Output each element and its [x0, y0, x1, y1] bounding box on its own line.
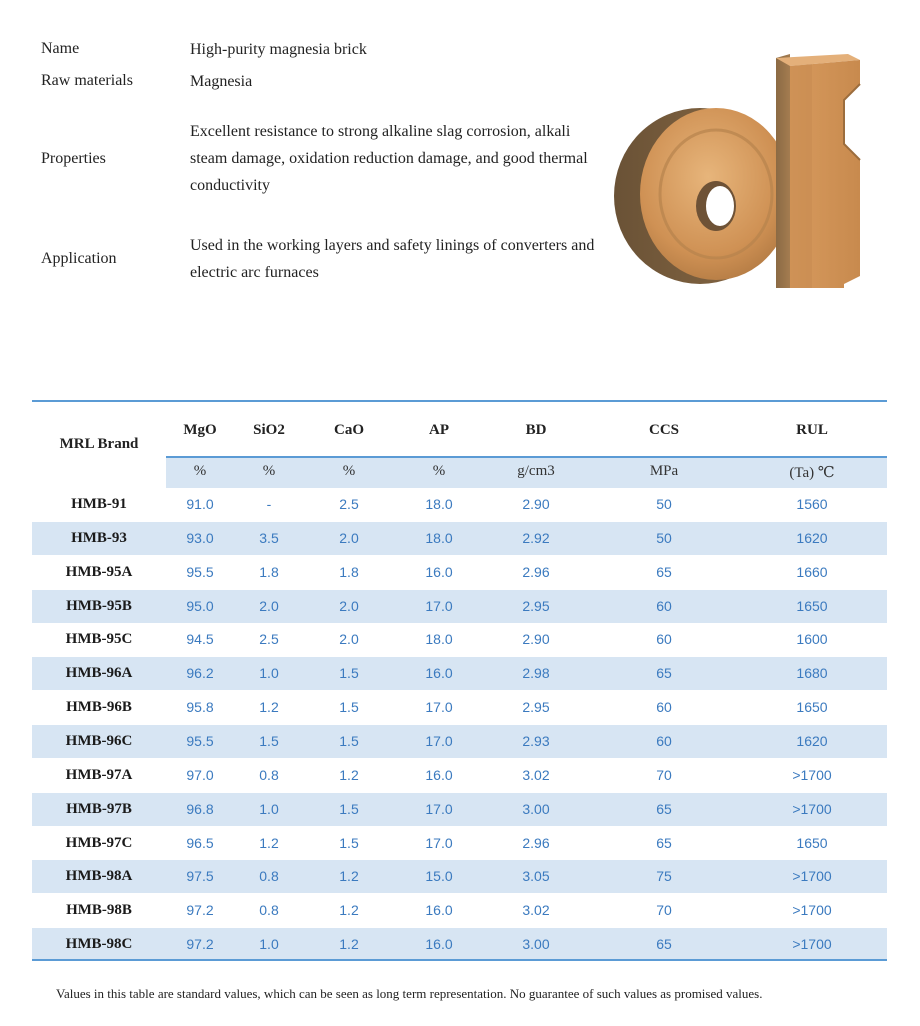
cell-bd: 3.05 — [522, 868, 550, 885]
cell-mgo: 96.2 — [186, 665, 214, 682]
cell-sio2: 1.0 — [259, 936, 279, 953]
cell-cao: 2.0 — [339, 631, 359, 648]
cell-ap: 15.0 — [425, 868, 453, 885]
cell-cao: 1.5 — [339, 800, 359, 817]
header-sio2: SiO2 — [253, 422, 285, 438]
unit-rul: (Ta) ℃ — [789, 465, 835, 481]
cell-brand: HMB-97B — [66, 800, 132, 817]
table-row — [32, 522, 887, 555]
cell-mgo: 94.5 — [186, 631, 214, 648]
table-row — [32, 928, 887, 961]
cell-brand: HMB-95C — [65, 631, 133, 648]
cell-ccs: 75 — [656, 868, 672, 885]
cell-rul: 1650 — [796, 699, 828, 716]
cell-sio2: 1.5 — [259, 732, 279, 749]
name-value: High-purity magnesia brick — [190, 41, 367, 58]
cell-rul: 1600 — [796, 631, 828, 648]
cell-ccs: 65 — [656, 834, 672, 851]
application-value: Used in the working layers and safety linings of converters and electric arc furnaces — [190, 237, 595, 281]
cell-rul: 1650 — [796, 834, 828, 851]
cell-bd: 2.90 — [522, 631, 550, 648]
cell-mgo: 96.5 — [186, 834, 214, 851]
cell-cao: 1.8 — [339, 563, 359, 580]
cell-brand: HMB-97A — [65, 766, 133, 783]
cell-ccs: 70 — [656, 766, 672, 783]
cell-bd: 3.00 — [522, 936, 550, 953]
cell-ccs: 70 — [656, 902, 672, 919]
cell-mgo: 95.5 — [186, 563, 214, 580]
cell-bd: 2.92 — [522, 529, 550, 546]
cell-ccs: 50 — [656, 529, 672, 546]
cell-sio2: - — [266, 496, 272, 512]
cell-ap: 17.0 — [425, 834, 453, 851]
cell-bd: 3.02 — [522, 766, 550, 783]
cell-brand: HMB-93 — [71, 529, 127, 546]
cell-rul: 1620 — [796, 529, 828, 546]
cell-mgo: 97.5 — [186, 868, 214, 885]
cell-ccs: 60 — [656, 732, 672, 749]
cell-ap: 18.0 — [425, 496, 453, 512]
header-mrl-brand: MRL Brand — [59, 436, 139, 452]
cell-brand: HMB-98B — [66, 902, 132, 919]
cell-sio2: 1.2 — [259, 699, 279, 716]
cell-rul: 1680 — [796, 665, 828, 682]
table-row — [32, 793, 887, 826]
cell-ccs: 65 — [656, 665, 672, 682]
ring-brick-shape — [614, 108, 792, 284]
table-row — [32, 657, 887, 690]
cell-mgo: 97.2 — [186, 936, 214, 953]
cell-sio2: 0.8 — [259, 766, 279, 783]
cell-bd: 2.96 — [522, 563, 550, 580]
cell-cao: 1.5 — [339, 732, 359, 749]
cell-bd: 2.93 — [522, 732, 550, 749]
header-ccs: CCS — [648, 422, 679, 438]
cell-ap: 16.0 — [425, 563, 453, 580]
table-top-rule — [32, 400, 887, 402]
cell-ap: 16.0 — [425, 936, 453, 953]
cell-sio2: 3.5 — [259, 529, 279, 546]
cell-rul: >1700 — [792, 800, 832, 817]
unit-bd: g/cm3 — [517, 463, 555, 479]
cell-cao: 1.2 — [339, 902, 359, 919]
cell-ap: 17.0 — [425, 597, 453, 614]
product-image — [608, 44, 870, 304]
cell-brand: HMB-95A — [65, 563, 133, 580]
table-row — [32, 556, 887, 589]
cell-brand: HMB-91 — [71, 496, 127, 512]
cell-cao: 2.5 — [339, 496, 359, 512]
cell-sio2: 0.8 — [259, 868, 279, 885]
cell-cao: 1.2 — [339, 868, 359, 885]
cell-rul: >1700 — [792, 902, 832, 919]
table-row — [32, 623, 887, 656]
cell-cao: 1.2 — [339, 936, 359, 953]
unit-ccs: MPa — [649, 463, 679, 479]
table-row — [32, 725, 887, 758]
unit-mgo: % — [193, 463, 207, 479]
cell-sio2: 2.5 — [259, 631, 279, 648]
cell-mgo: 91.0 — [186, 496, 214, 512]
cell-ap: 17.0 — [425, 699, 453, 716]
upright-brick-shape — [776, 54, 860, 288]
cell-rul: >1700 — [792, 936, 832, 953]
header-cao: CaO — [334, 422, 364, 438]
cell-bd: 2.98 — [522, 665, 550, 682]
header-bd: BD — [525, 422, 547, 438]
cell-ap: 16.0 — [425, 766, 453, 783]
cell-ap: 16.0 — [425, 665, 453, 682]
cell-cao: 1.5 — [339, 665, 359, 682]
unit-cao: % — [342, 463, 356, 479]
properties-label: Properties — [41, 150, 106, 167]
cell-bd: 2.95 — [522, 699, 550, 716]
cell-sio2: 1.0 — [259, 665, 279, 682]
cell-brand: HMB-96B — [66, 699, 132, 716]
table-bottom-rule — [32, 959, 887, 961]
table-row — [32, 860, 887, 893]
cell-brand: HMB-95B — [66, 597, 132, 614]
raw-materials-value: Magnesia — [190, 73, 253, 90]
cell-bd: 2.90 — [522, 496, 550, 512]
cell-mgo: 95.0 — [186, 597, 214, 614]
cell-ap: 18.0 — [425, 631, 453, 648]
properties-value: Excellent resistance to strong alkaline slag corrosion, alkali steam damage, oxidation reduction damage, and good thermal conductivity — [190, 123, 588, 194]
cell-mgo: 97.2 — [186, 902, 214, 919]
table-row — [32, 827, 887, 860]
cell-rul: 1650 — [796, 597, 828, 614]
cell-mgo: 95.5 — [186, 732, 214, 749]
cell-cao: 1.5 — [339, 699, 359, 716]
unit-ap: % — [432, 463, 446, 479]
application-label: Application — [41, 250, 117, 267]
cell-brand: HMB-96C — [65, 732, 133, 749]
cell-ap: 17.0 — [425, 800, 453, 817]
header-ap: AP — [429, 422, 449, 438]
cell-ap: 18.0 — [425, 529, 453, 546]
cell-rul: 1620 — [796, 732, 828, 749]
cell-cao: 2.0 — [339, 529, 359, 546]
cell-ccs: 65 — [656, 800, 672, 817]
footnote: Values in this table are standard values, which can be seen as long term representation. No guarantee of such values as promised values. — [56, 986, 763, 1001]
header-mgo: MgO — [183, 422, 217, 438]
cell-brand: HMB-97C — [65, 834, 133, 851]
cell-ap: 16.0 — [425, 902, 453, 919]
cell-bd: 3.00 — [522, 800, 550, 817]
table-row — [32, 759, 887, 792]
cell-brand: HMB-98C — [65, 936, 133, 953]
cell-bd: 2.95 — [522, 597, 550, 614]
unit-sio2: % — [262, 463, 276, 479]
cell-sio2: 2.0 — [259, 597, 279, 614]
cell-mgo: 93.0 — [186, 529, 214, 546]
cell-mgo: 97.0 — [186, 766, 214, 783]
table-row — [32, 691, 887, 724]
cell-brand: HMB-96A — [65, 665, 133, 682]
cell-brand: HMB-98A — [65, 868, 133, 885]
cell-cao: 1.5 — [339, 834, 359, 851]
cell-cao: 1.2 — [339, 766, 359, 783]
cell-rul: 1660 — [796, 563, 828, 580]
name-label: Name — [41, 40, 80, 57]
cell-rul: >1700 — [792, 868, 832, 885]
cell-ccs: 60 — [656, 699, 672, 716]
cell-mgo: 96.8 — [186, 800, 214, 817]
cell-bd: 2.96 — [522, 834, 550, 851]
header-rul: RUL — [796, 422, 828, 438]
cell-ccs: 60 — [656, 631, 672, 648]
cell-ccs: 65 — [656, 936, 672, 953]
cell-sio2: 0.8 — [259, 902, 279, 919]
cell-sio2: 1.2 — [259, 834, 279, 851]
cell-sio2: 1.0 — [259, 800, 279, 817]
cell-ccs: 65 — [656, 563, 672, 580]
cell-ap: 17.0 — [425, 732, 453, 749]
cell-bd: 3.02 — [522, 902, 550, 919]
cell-rul: 1560 — [796, 496, 828, 512]
cell-ccs: 60 — [656, 597, 672, 614]
raw-materials-label: Raw materials — [41, 72, 133, 89]
table-row — [32, 590, 887, 623]
table-row — [32, 488, 887, 521]
cell-mgo: 95.8 — [186, 699, 214, 716]
cell-sio2: 1.8 — [259, 563, 279, 580]
cell-cao: 2.0 — [339, 597, 359, 614]
cell-rul: >1700 — [792, 766, 832, 783]
cell-ccs: 50 — [656, 496, 672, 512]
table-row — [32, 894, 887, 927]
